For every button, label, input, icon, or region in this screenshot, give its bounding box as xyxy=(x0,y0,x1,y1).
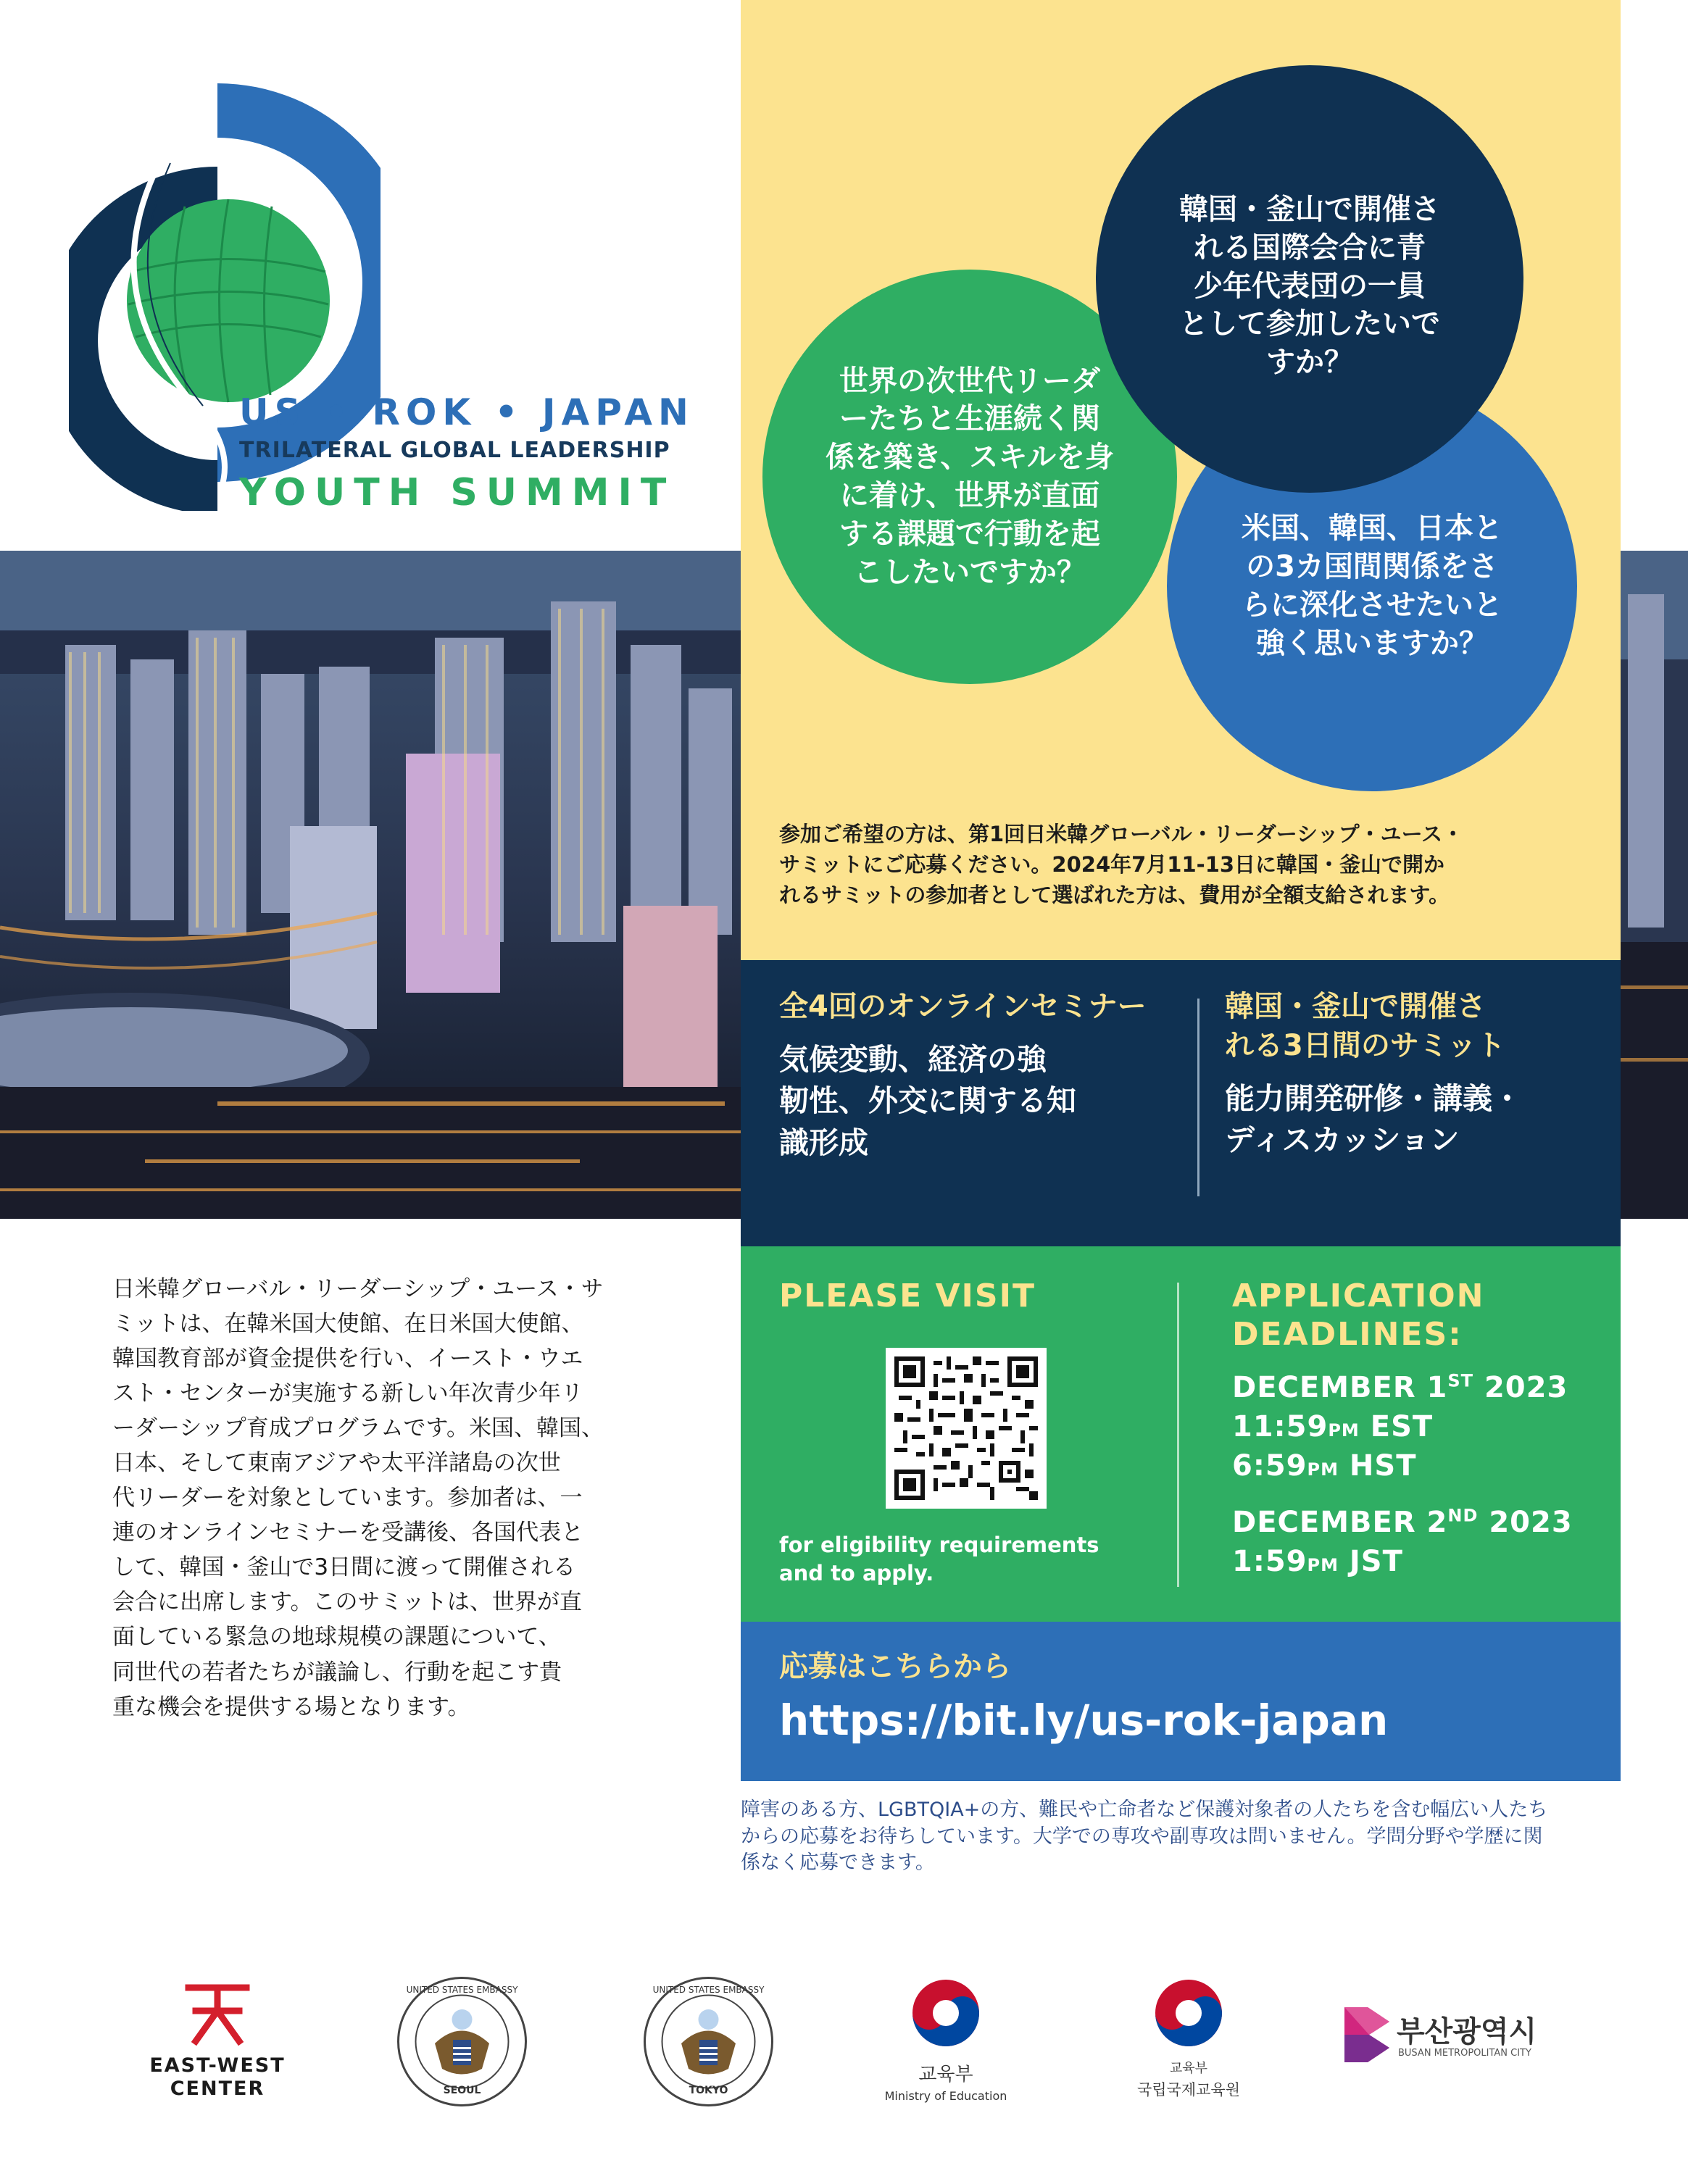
us-embassy-seoul-seal xyxy=(395,1975,529,2112)
ewc-name-line: EAST-WEST xyxy=(149,2054,286,2077)
please-visit-heading: PLEASE VISIT xyxy=(779,1278,1036,1314)
description-line: 面している緊急の地球規模の課題について、 xyxy=(112,1624,561,1651)
bubble-text-line: の3カ国間関係をさ xyxy=(1246,550,1498,584)
bubble-text-line: 世界の次世代リーダ xyxy=(839,364,1100,398)
question-bubble-navy xyxy=(1096,65,1523,493)
bubble-text-line: 米国、韓国、日本と xyxy=(1242,512,1502,546)
inclusion-note-line: からの応募をお待ちしています。大学での専攻や副専攻は問いません。学問分野や学歴に関 xyxy=(741,1825,1543,1848)
deadline-2-time-jst: 1:59 xyxy=(1232,1545,1307,1578)
deadline-2-date: DECEMBER 2 xyxy=(1232,1506,1448,1539)
intro-line: サミットにご応募ください。2024年7月11-13日に韓国・釜山で開か xyxy=(779,852,1445,878)
summit-block xyxy=(1225,987,1602,1162)
deadline-1-ordinal: ST xyxy=(1447,1370,1474,1391)
east-west-center-mark xyxy=(181,1982,254,2047)
logo-line-trilateral: TRILATERAL GLOBAL LEADERSHIP xyxy=(239,438,670,463)
bubble-text-line: らに深化させたいと xyxy=(1242,588,1502,622)
busan-english-name: BUSAN METROPOLITAN CITY xyxy=(1398,2048,1531,2059)
summit-heading-line: 韓国・釜山で開催さ xyxy=(1225,990,1486,1023)
description-line: スト・センターが実施する新しい年次青少年リ xyxy=(112,1380,583,1407)
niied-ministry-name: 교육부 xyxy=(1169,2061,1208,2076)
seminars-heading: 全4回のオンラインセミナー xyxy=(779,990,1147,1023)
busan-city-photo-edge xyxy=(1621,551,1688,1219)
bubble-text-line: 強く思いますか？ xyxy=(1256,626,1488,660)
deadline-1-ampm: PM xyxy=(1307,1459,1339,1480)
qr-code[interactable] xyxy=(886,1348,1047,1509)
deadlines-heading-line: APPLICATION xyxy=(1232,1278,1485,1314)
qr-code-image xyxy=(894,1356,1038,1500)
taegeuk-icon xyxy=(1154,1978,1223,2048)
program-divider xyxy=(1197,999,1200,1196)
busan-city-photo xyxy=(0,551,741,1219)
logo-line-countries: US • ROK • JAPAN xyxy=(239,391,694,433)
inclusion-note-line: 障害のある方、LGBTQIA+の方、難民や亡命者など保護対象者の人たちを含む幅広い人たち xyxy=(741,1799,1548,1821)
bubble-text-line: すか？ xyxy=(1266,346,1353,380)
deadline-1-ampm: PM xyxy=(1328,1420,1360,1441)
seoul-seal-top-text: UNITED STATES EMBASSY xyxy=(406,1985,518,1995)
deadline-2-year: 2023 xyxy=(1478,1506,1573,1539)
deadline-1-date: DECEMBER 1 xyxy=(1232,1371,1448,1404)
deadline-2-zone-jst: JST xyxy=(1338,1545,1403,1578)
seminars-body-line: 気候変動、経済の強 xyxy=(779,1042,1047,1077)
summit-body-line: ディスカッション xyxy=(1225,1122,1460,1158)
deadlines-heading-line: DEADLINES: xyxy=(1232,1315,1463,1353)
deadline-1-zone-hst: HST xyxy=(1338,1449,1417,1483)
deadline-1 xyxy=(1232,1368,1568,1485)
busan-b-icon xyxy=(1344,2007,1389,2062)
summit-body-line: 能力開発研修・講義・ xyxy=(1225,1081,1522,1116)
bubble-text-line: として参加したいで xyxy=(1179,307,1440,341)
bubble-text-line: ーたちと生涯続く関 xyxy=(839,402,1100,436)
seoul-seal-city: SEOUL xyxy=(443,2085,481,2096)
eligibility-note-line: and to apply. xyxy=(779,1561,934,1586)
bubble-text-line: する課題で行動を起 xyxy=(839,517,1100,551)
seminars-body-line: 靭性、外交に関する知 xyxy=(779,1083,1076,1119)
busan-metropolitan-city-logo xyxy=(1344,2007,1584,2072)
inclusion-note-line: 係なく応募できます。 xyxy=(741,1851,935,1875)
deadline-2 xyxy=(1232,1503,1573,1581)
deadlines-heading xyxy=(1232,1278,1485,1354)
description-line: 連のオンラインセミナーを受講後、各国代表と xyxy=(112,1520,584,1546)
description-line: ーダーシップ育成プログラムです。米国、韓国、 xyxy=(112,1415,604,1442)
deadline-2-ordinal: ND xyxy=(1447,1505,1479,1526)
description-line: 日米韓グローバル・リーダーシップ・ユース・サ xyxy=(112,1276,604,1302)
bubble-text-line: 係を築き、スキルを身 xyxy=(826,441,1114,475)
description-line: 会合に出席します。このサミットは、世界が直 xyxy=(112,1589,582,1616)
bubble-text-line: 少年代表団の一員 xyxy=(1194,269,1426,303)
us-embassy-tokyo-seal xyxy=(641,1975,776,2112)
deadline-1-year: 2023 xyxy=(1473,1371,1568,1404)
apply-divider xyxy=(1177,1283,1179,1587)
taegeuk-icon xyxy=(911,1978,981,2048)
logo-line-youth-summit: YOUTH SUMMIT xyxy=(239,471,675,514)
deadline-1-time-hst: 6:59 xyxy=(1232,1449,1307,1483)
seminars-block xyxy=(779,987,1185,1164)
deadline-2-ampm: PM xyxy=(1307,1555,1339,1575)
eligibility-note xyxy=(779,1531,1156,1588)
summit-heading-line: れる3日間のサミット xyxy=(1225,1029,1506,1062)
intro-line: れるサミットの参加者として選ばれた方は、費用が全額支給されます。 xyxy=(779,883,1450,908)
bubble-text-line: 韓国・釜山で開催さ xyxy=(1179,193,1440,226)
program-description xyxy=(112,1272,685,1725)
intro-paragraph xyxy=(779,819,1602,910)
intro-line: 参加ご希望の方は、第1回日米韓グローバル・リーダーシップ・ユース・ xyxy=(779,822,1464,846)
apply-heading: 応募はこちらから xyxy=(779,1650,1011,1683)
description-line: して、韓国・釜山で3日間に渡って開催される xyxy=(112,1554,576,1581)
inclusion-note xyxy=(741,1797,1621,1877)
niied-logo xyxy=(1109,1978,1268,2100)
moe-english-name: Ministry of Education xyxy=(884,2089,1007,2103)
tokyo-seal-top-text: UNITED STATES EMBASSY xyxy=(652,1985,765,1995)
bubble-text-line: こしたいですか？ xyxy=(854,555,1086,589)
ministry-of-education-logo xyxy=(873,1978,1018,2103)
east-west-center-logo xyxy=(141,1982,294,2101)
deadline-1-zone-est: EST xyxy=(1359,1410,1434,1443)
seminars-body-line: 識形成 xyxy=(779,1125,868,1160)
bubble-text-line: に着け、世界が直面 xyxy=(839,479,1100,512)
description-line: 韓国教育部が資金提供を行い、イースト・ウエ xyxy=(112,1346,583,1372)
ewc-name-line: CENTER xyxy=(170,2077,265,2101)
eligibility-note-line: for eligibility requirements xyxy=(779,1533,1099,1557)
tokyo-seal-city: TOKYO xyxy=(689,2085,728,2096)
bubble-text-line: れる国際会合に青 xyxy=(1194,230,1426,264)
apply-url-link[interactable]: https://bit.ly/us-rok-japan xyxy=(779,1696,1389,1745)
description-line: 同世代の若者たちが議論し、行動を起こす貴 xyxy=(112,1659,562,1685)
moe-korean-name: 교육부 xyxy=(918,2064,973,2085)
busan-korean-name: 부산광역시 xyxy=(1397,2015,1537,2048)
deadline-1-time-est: 11:59 xyxy=(1232,1410,1329,1443)
niied-institute-name: 국립국제교육원 xyxy=(1136,2081,1240,2098)
description-line: 代リーダーを対象としています。参加者は、一 xyxy=(112,1485,583,1512)
description-line: 日本、そして東南アジアや太平洋諸島の次世 xyxy=(112,1450,561,1477)
description-line: 重な機会を提供する場となります。 xyxy=(112,1693,470,1720)
description-line: ミットは、在韓米国大使館、在日米国大使館、 xyxy=(112,1311,584,1338)
